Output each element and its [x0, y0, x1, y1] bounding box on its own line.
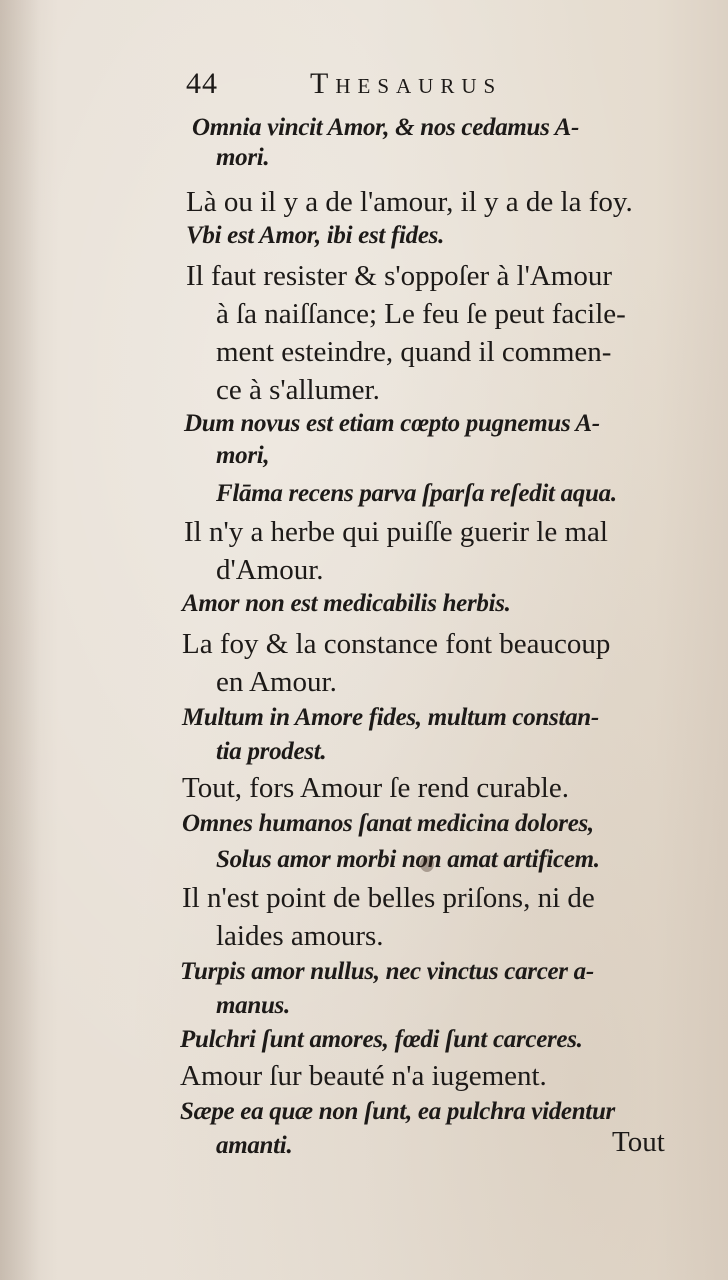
latin-line: Flāma recens parva ſparſa reſedit aqua.: [216, 480, 617, 507]
french-line: La foy & la constance font beaucoup: [182, 628, 611, 660]
catchword: Tout: [612, 1126, 665, 1158]
french-line: en Amour.: [216, 666, 337, 698]
page-gutter-shadow: [0, 0, 40, 1280]
french-line: Tout, fors Amour ſe rend curable.: [182, 772, 569, 804]
latin-line: Dum novus est etiam cœpto pugnemus A-: [184, 410, 600, 437]
latin-line: mori,: [216, 442, 270, 469]
running-title: Thesaurus: [310, 67, 503, 100]
latin-line: Pulchri ſunt amores, fœdi ſunt carceres.: [180, 1026, 583, 1053]
latin-line: Sæpe ea quæ non ſunt, ea pulchra videntur: [180, 1098, 615, 1125]
latin-line: Omnia vincit Amor, & nos cedamus A-: [192, 114, 579, 141]
latin-line: Solus amor morbi non amat artificem.: [216, 846, 600, 873]
french-line: Amour ſur beauté n'a iugement.: [180, 1060, 547, 1092]
french-line: laides amours.: [216, 920, 384, 952]
latin-line: tia prodest.: [216, 738, 327, 765]
ink-blot: [420, 856, 434, 872]
latin-line: Omnes humanos ſanat medicina dolores,: [182, 810, 594, 837]
text-block: [180, 108, 700, 1168]
latin-line: manus.: [216, 992, 290, 1019]
french-line: d'Amour.: [216, 554, 324, 586]
french-line: à ſa naiſſance; Le feu ſe peut facile-: [216, 298, 626, 330]
latin-line: amanti.: [216, 1132, 293, 1159]
page-number: 44: [186, 67, 218, 100]
latin-line: Vbi est Amor, ibi est fides.: [186, 222, 445, 249]
latin-line: Turpis amor nullus, nec vinctus carcer a-: [180, 958, 594, 985]
latin-line: Multum in Amore fides, multum constan-: [182, 704, 599, 731]
french-line: Là ou il y a de l'amour, il y a de la foy.: [186, 186, 633, 218]
french-line: Il n'y a herbe qui puiſſe guerir le mal: [184, 516, 608, 548]
latin-line: Amor non est medicabilis herbis.: [182, 590, 511, 617]
french-line: ce à s'allumer.: [216, 374, 380, 406]
french-line: Il n'est point de belles priſons, ni de: [182, 882, 595, 914]
latin-line: mori.: [216, 144, 270, 171]
french-line: Il faut resister & s'oppoſer à l'Amour: [186, 260, 613, 292]
french-line: ment esteindre, quand il commen-: [216, 336, 612, 368]
page-header: [186, 62, 626, 106]
